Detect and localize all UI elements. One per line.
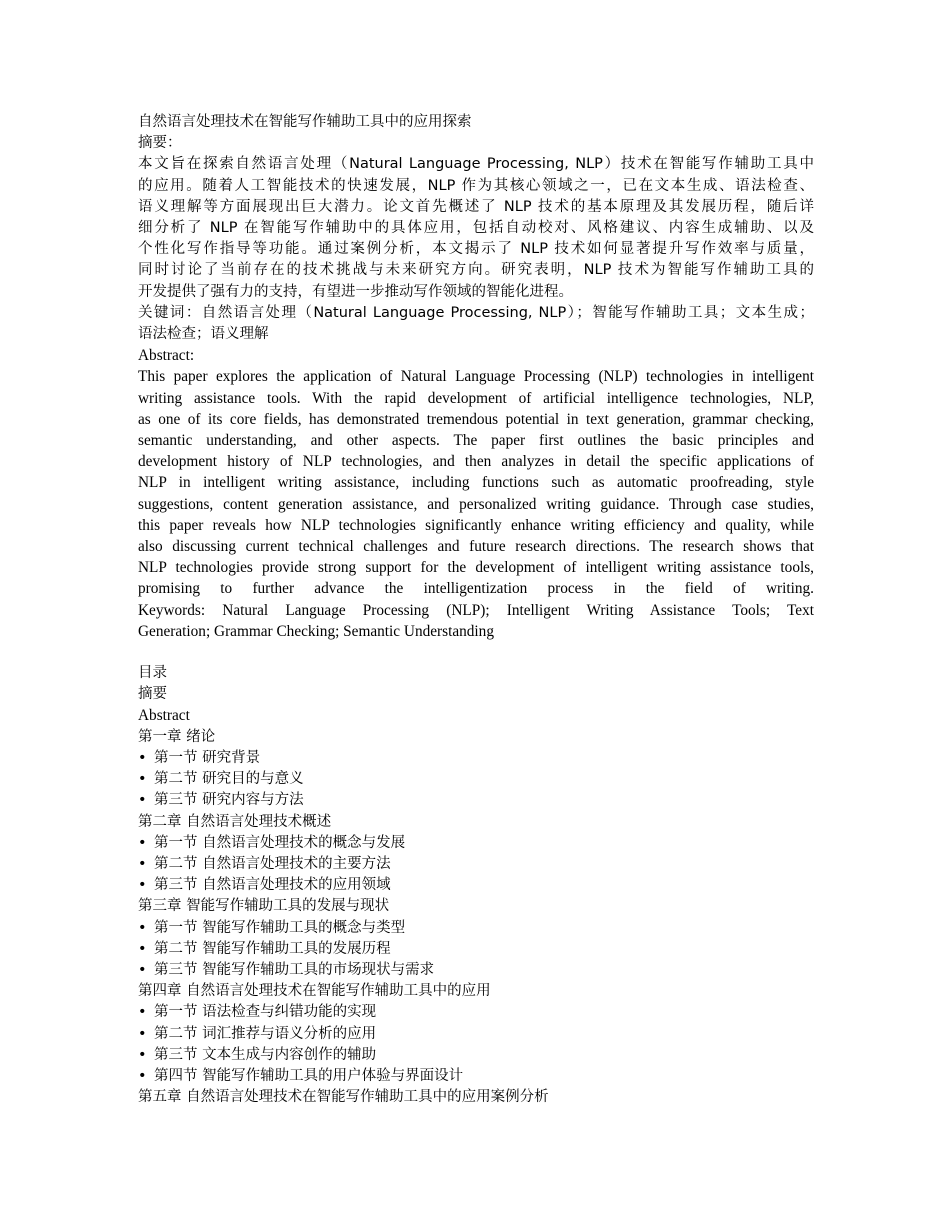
toc-entry-section[interactable]	[138, 939, 814, 960]
abstract-en-line: development history of NLP technologies, and then analyzes in detail the specific applications of	[138, 453, 814, 471]
toc-entry[interactable]: 摘要	[138, 686, 167, 703]
toc-entry-label: 第二节 智能写作辅助工具的发展历程	[154, 940, 391, 957]
abstract-en-line: NLP technologies provide strong support for the development of intelligent writing assistance tools,	[138, 559, 814, 577]
toc-entry-section[interactable]	[138, 1066, 814, 1087]
bullet-icon: •	[138, 749, 147, 766]
abstract-zh-line: 本文旨在探索自然语言处理（Natural Language Processing, NLP）技术在智能写作辅助工具中	[138, 156, 814, 173]
toc-entry-section[interactable]	[138, 1045, 814, 1066]
keywords-zh	[138, 303, 814, 345]
abstract-zh-line: 同时讨论了当前存在的技术挑战与未来研究方向。研究表明，NLP 技术为智能写作辅助工具的	[138, 262, 814, 279]
abstract-zh-line: 的应用。随着人工智能技术的快速发展，NLP 作为其核心领域之一，已在文本生成、语法检查、	[138, 177, 814, 194]
toc-entry-section[interactable]	[138, 875, 814, 896]
toc-entry-label: 第三节 文本生成与内容创作的辅助	[154, 1046, 377, 1063]
abstract-zh-line: 细分析了 NLP 在智能写作辅助中的具体应用，包括自动校对、风格建议、内容生成辅助、以及	[138, 220, 814, 237]
keywords-en-line: Keywords: Natural Language Processing (NLP); Intelligent Writing Assistance Tools; Text	[138, 601, 814, 619]
bullet-icon: •	[138, 877, 147, 894]
toc-entry-chapter[interactable]: 第一章 绪论	[138, 728, 216, 745]
toc-entry-section[interactable]	[138, 1024, 814, 1045]
toc-entry-label: 第二节 研究目的与意义	[154, 771, 304, 788]
toc-entry-label: 第三节 自然语言处理技术的应用领域	[154, 877, 391, 894]
toc-entry-label: 第四节 智能写作辅助工具的用户体验与界面设计	[154, 1067, 464, 1084]
toc-entry-section[interactable]	[138, 833, 814, 854]
bullet-icon: •	[138, 855, 147, 872]
toc-entry[interactable]: Abstract	[138, 707, 190, 725]
bullet-icon: •	[138, 1025, 147, 1042]
toc-entry-section[interactable]	[138, 790, 814, 811]
toc-entry-chapter[interactable]: 第五章 自然语言处理技术在智能写作辅助工具中的应用案例分析	[138, 1089, 549, 1106]
toc-heading: 目录	[138, 665, 167, 682]
abstract-en-line: also discussing current technical challenges and future research directions. The research shows that	[138, 538, 814, 556]
abstract-en-line: semantic understanding, and other aspects. The paper first outlines the basic principles and	[138, 432, 814, 450]
bullet-icon: •	[138, 792, 147, 809]
toc-entry-label: 第一节 语法检查与纠错功能的实现	[154, 1004, 377, 1021]
bullet-icon: •	[138, 1067, 147, 1084]
paper-title: 自然语言处理技术在智能写作辅助工具中的应用探索	[138, 114, 472, 130]
toc-entry-section[interactable]	[138, 854, 814, 875]
abstract-en-line: promising to further advance the intelligentization process in the field of writing.	[138, 580, 814, 598]
toc-entry-label: 第一节 自然语言处理技术的概念与发展	[154, 834, 406, 851]
toc-entry-section[interactable]	[138, 748, 814, 769]
keywords-en	[138, 600, 814, 642]
toc-entry-label: 第二节 自然语言处理技术的主要方法	[154, 855, 391, 872]
toc-entry-label: 第一节 研究背景	[154, 749, 261, 766]
toc-entry-section[interactable]	[138, 918, 814, 939]
toc-entry-chapter[interactable]: 第四章 自然语言处理技术在智能写作辅助工具中的应用	[138, 983, 491, 1000]
keywords-zh-line: 关键词：自然语言处理（Natural Language Processing, NLP）；智能写作辅助工具；文本生成；	[138, 304, 814, 321]
abstract-en-line: suggestions, content generation assistance, and personalized writing guidance. Through case studies,	[138, 495, 814, 513]
bullet-icon: •	[138, 919, 147, 936]
document-body	[138, 112, 814, 1108]
section-spacer	[138, 642, 814, 663]
bullet-icon: •	[138, 1004, 147, 1021]
bullet-icon: •	[138, 771, 147, 788]
toc-entry-chapter[interactable]: 第二章 自然语言处理技术概述	[138, 813, 332, 830]
bullet-icon: •	[138, 940, 147, 957]
keywords-en-line: Generation; Grammar Checking; Semantic Understanding	[138, 622, 494, 640]
abstract-en	[138, 366, 814, 599]
abstract-en-line: this paper reveals how NLP technologies significantly enhance writing efficiency and quality, while	[138, 516, 814, 534]
toc-entry-section[interactable]	[138, 960, 814, 981]
bullet-icon: •	[138, 834, 147, 851]
bullet-icon: •	[138, 1046, 147, 1063]
toc-entry-chapter[interactable]: 第三章 智能写作辅助工具的发展与现状	[138, 898, 390, 915]
abstract-label-en: Abstract:	[138, 347, 195, 365]
toc-list	[138, 684, 814, 1108]
abstract-en-line: This paper explores the application of Natural Language Processing (NLP) technologies in intelligent	[138, 368, 814, 386]
toc-entry-label: 第三节 智能写作辅助工具的市场现状与需求	[154, 961, 435, 978]
toc-entry-section[interactable]	[138, 769, 814, 790]
abstract-zh	[138, 154, 814, 302]
toc-entry-label: 第二节 词汇推荐与语义分析的应用	[154, 1025, 377, 1042]
abstract-zh-line: 个性化写作指导等功能。通过案例分析，本文揭示了 NLP 技术如何显著提升写作效率与质量，	[138, 241, 814, 258]
keywords-zh-line: 语法检查；语义理解	[138, 326, 269, 343]
toc-entry-label: 第一节 智能写作辅助工具的概念与类型	[154, 919, 406, 936]
abstract-en-line: writing assistance tools. With the rapid development of artificial intelligence technologies, NLP,	[138, 389, 814, 407]
abstract-label-zh: 摘要：	[138, 135, 182, 152]
toc-entry-section[interactable]	[138, 1002, 814, 1023]
abstract-zh-line: 开发提供了强有力的支持，有望进一步推动写作领域的智能化进程。	[138, 283, 573, 300]
toc-entry-label: 第三节 研究内容与方法	[154, 792, 304, 809]
abstract-en-line: as one of its core fields, has demonstrated tremendous potential in text generation, grammar checking,	[138, 410, 814, 428]
bullet-icon: •	[138, 961, 147, 978]
abstract-zh-line: 语义理解等方面展现出巨大潜力。论文首先概述了 NLP 技术的基本原理及其发展历程，随后详	[138, 198, 814, 215]
abstract-en-line: NLP in intelligent writing assistance, including functions such as automatic proofreading, style	[138, 474, 814, 492]
